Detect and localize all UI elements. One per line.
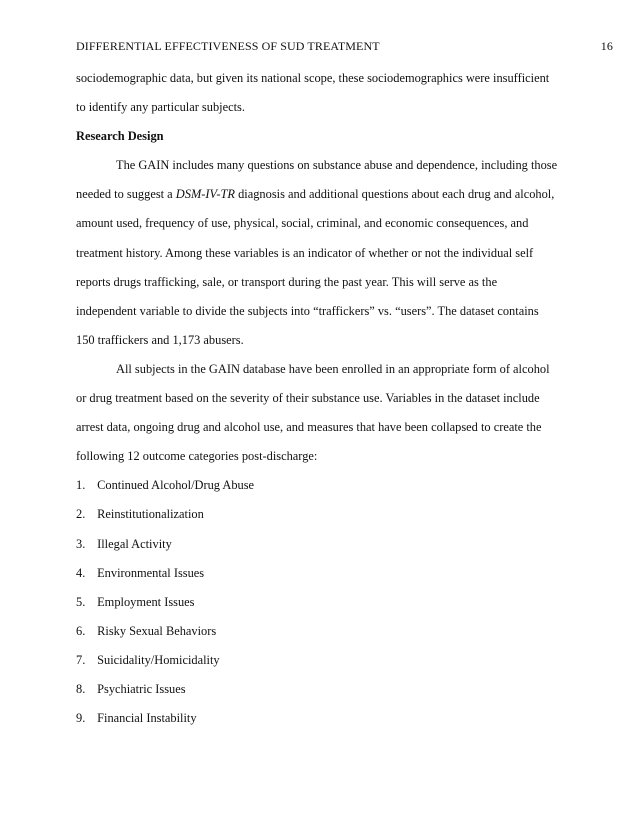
section-heading: Research Design [76,129,164,144]
body-line: to identify any particular subjects. [76,100,245,115]
text-run: needed to suggest a [76,187,176,202]
list-number: 7. [76,652,86,667]
list-text: Reinstitutionalization [97,507,204,522]
list-text: Employment Issues [97,594,195,609]
list-item [76,652,576,681]
list-text: Illegal Activity [97,536,172,551]
list-text: Risky Sexual Behaviors [97,623,217,638]
body-line: treatment history. Among these variables is an indicator of whether or not the individual self [76,245,534,260]
body-line: 150 traffickers and 1,173 abusers. [76,332,244,347]
text-run: diagnosis and additional questions about each drug and alcohol, [235,187,555,202]
list-item [76,506,576,535]
list-number: 6. [76,623,86,638]
list-item [76,477,576,506]
list-text: Suicidality/Homicidality [97,652,220,667]
body-line: amount used, frequency of use, physical, social, criminal, and economic consequences, and [76,216,529,231]
list-number: 3. [76,536,86,551]
list-item [76,710,576,739]
list-number: 2. [76,507,86,522]
list-item [76,594,576,623]
list-text: Continued Alcohol/Drug Abuse [97,478,255,493]
body-line: The GAIN includes many questions on substance abuse and dependence, including those [116,158,558,173]
list-text: Environmental Issues [97,565,205,580]
list-item [76,623,576,652]
list-number: 4. [76,565,86,580]
list-text: Financial Instability [97,711,197,726]
body-line [76,186,576,215]
body-line: or drug treatment based on the severity of their substance use. Variables in the dataset include [76,391,540,406]
body-text [76,70,576,739]
page-number: 16 [600,39,613,53]
list-number: 1. [76,478,86,493]
list-number: 9. [76,711,86,726]
running-head-title: DIFFERENTIAL EFFECTIVENESS OF SUD TREATMENT [76,39,380,53]
body-line: following 12 outcome categories post-discharge: [76,449,318,464]
body-line: independent variable to divide the subjects into “traffickers” vs. “users”. The dataset contains [76,303,539,318]
running-head [76,38,613,54]
body-line: reports drugs trafficking, sale, or transport during the past year. This will serve as the [76,274,498,289]
body-line: arrest data, ongoing drug and alcohol use, and measures that have been collapsed to create the [76,420,542,435]
list-item [76,565,576,594]
body-line: All subjects in the GAIN database have been enrolled in an appropriate form of alcohol [116,361,550,376]
list-text: Psychiatric Issues [97,681,186,696]
body-line: sociodemographic data, but given its national scope, these sociodemographics were insufficient [76,71,550,85]
italic-term: DSM-IV-TR [175,187,235,202]
list-number: 5. [76,594,86,609]
list-item [76,681,576,710]
list-number: 8. [76,681,86,696]
list-item [76,536,576,565]
